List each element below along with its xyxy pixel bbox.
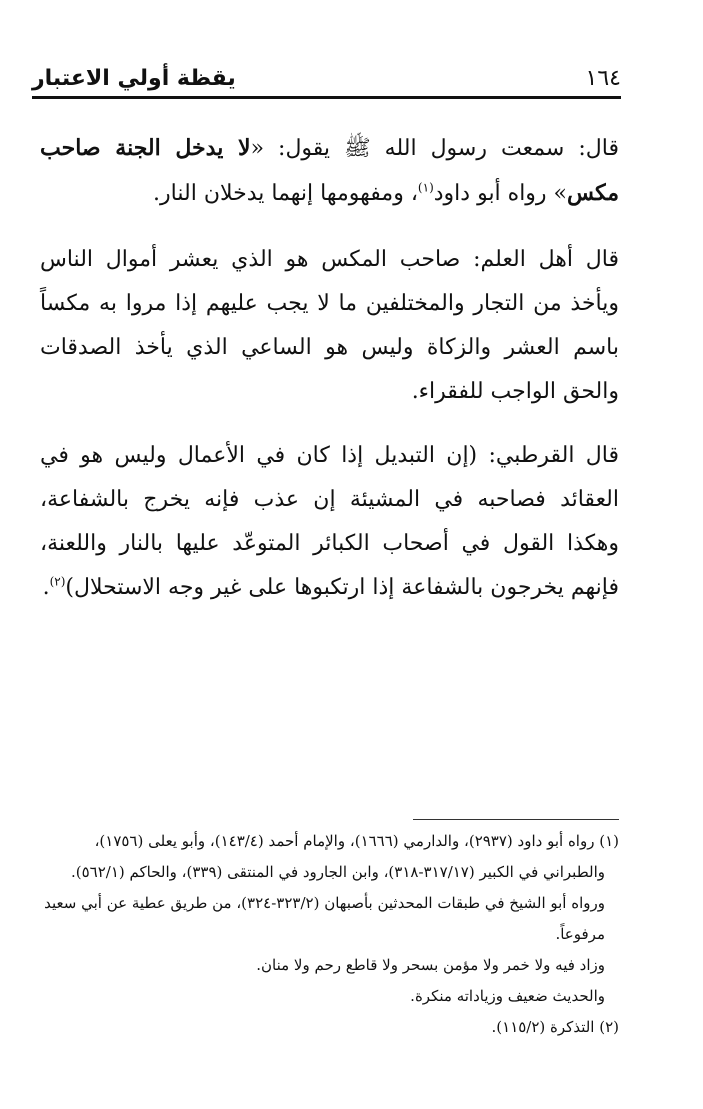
- footnote-line: مرفوعاً.: [555, 925, 605, 943]
- paragraph-1-source: » رواه أبو داود: [433, 181, 568, 206]
- paragraph-3-quote: قال القرطبي: (إن التبديل إذا كان في الأعمال وليس هو في العقائد فصاحبه في المشيئة إن عذب فإنه يخرج بالشفاعة، وهكذا القول في أصحاب الكبائر المتوعّد عليها بالنار واللعنة، فإنهم يخرجون بالشفاعة إذا ارتكبوها على غير وجه الاستحلال): [40, 443, 619, 600]
- footnote-line: (١) رواه أبو داود (٢٩٣٧)، والدارمي (١٦٦٦)، والإمام أحمد (١٤٣/٤)، وأبو يعلى (١٧٥٦)،: [94, 832, 619, 850]
- paragraph-3: [40, 434, 619, 610]
- paragraph-3-end: .: [42, 575, 50, 600]
- page-number: ١٦٤: [585, 65, 621, 91]
- footnote-line: والطبراني في الكبير (٣١٧/١٧-٣١٨)، وابن الجارود في المنتقى (٣٣٩)، والحاكم (٥٦٢/١).: [70, 863, 605, 881]
- running-header: [32, 60, 621, 99]
- paragraph-1-intro: قال: سمعت رسول الله ﷺ يقول: «: [250, 136, 619, 161]
- footnote-marker-2: (٢): [49, 574, 66, 589]
- hadith-quote: لا يدخل الجنة صاحب مكس: [40, 135, 619, 206]
- footnote-separator: [413, 819, 619, 820]
- footnote-line: ورواه أبو الشيخ في طبقات المحدثين بأصبهان (٣٢٣/٢-٣٢٤)، من طريق عطية عن أبي سعيد: [44, 894, 605, 912]
- paragraph-spacer: [40, 228, 619, 238]
- running-title: يقظة أولي الاعتبار: [32, 65, 236, 91]
- main-text: [40, 126, 619, 622]
- footnotes: [40, 826, 619, 1043]
- footnote-line: (٢) التذكرة (١١٥/٢).: [491, 1018, 619, 1036]
- paragraph-1-conclusion: ، ومفهومها إنهما يدخلان النار.: [153, 181, 418, 206]
- footnote-marker-1: (١): [417, 180, 434, 195]
- footnote-line: وزاد فيه ولا خمر ولا مؤمن بسحر ولا قاطع رحم ولا منان.: [256, 956, 605, 974]
- paragraph-1: [40, 126, 619, 216]
- paragraph-2: قال أهل العلم: صاحب المكس هو الذي يعشر أموال الناس ويأخذ من التجار والمختلفين ما لا يجب عليهم إذا مروا به مكساً باسم العشر والزكاة وليس هو الساعي الذي يأخذ الصدقات والحق الواجب للفقراء.: [40, 247, 619, 404]
- footnote-line: والحديث ضعيف وزياداته منكرة.: [410, 987, 605, 1005]
- paragraph-spacer: [40, 426, 619, 434]
